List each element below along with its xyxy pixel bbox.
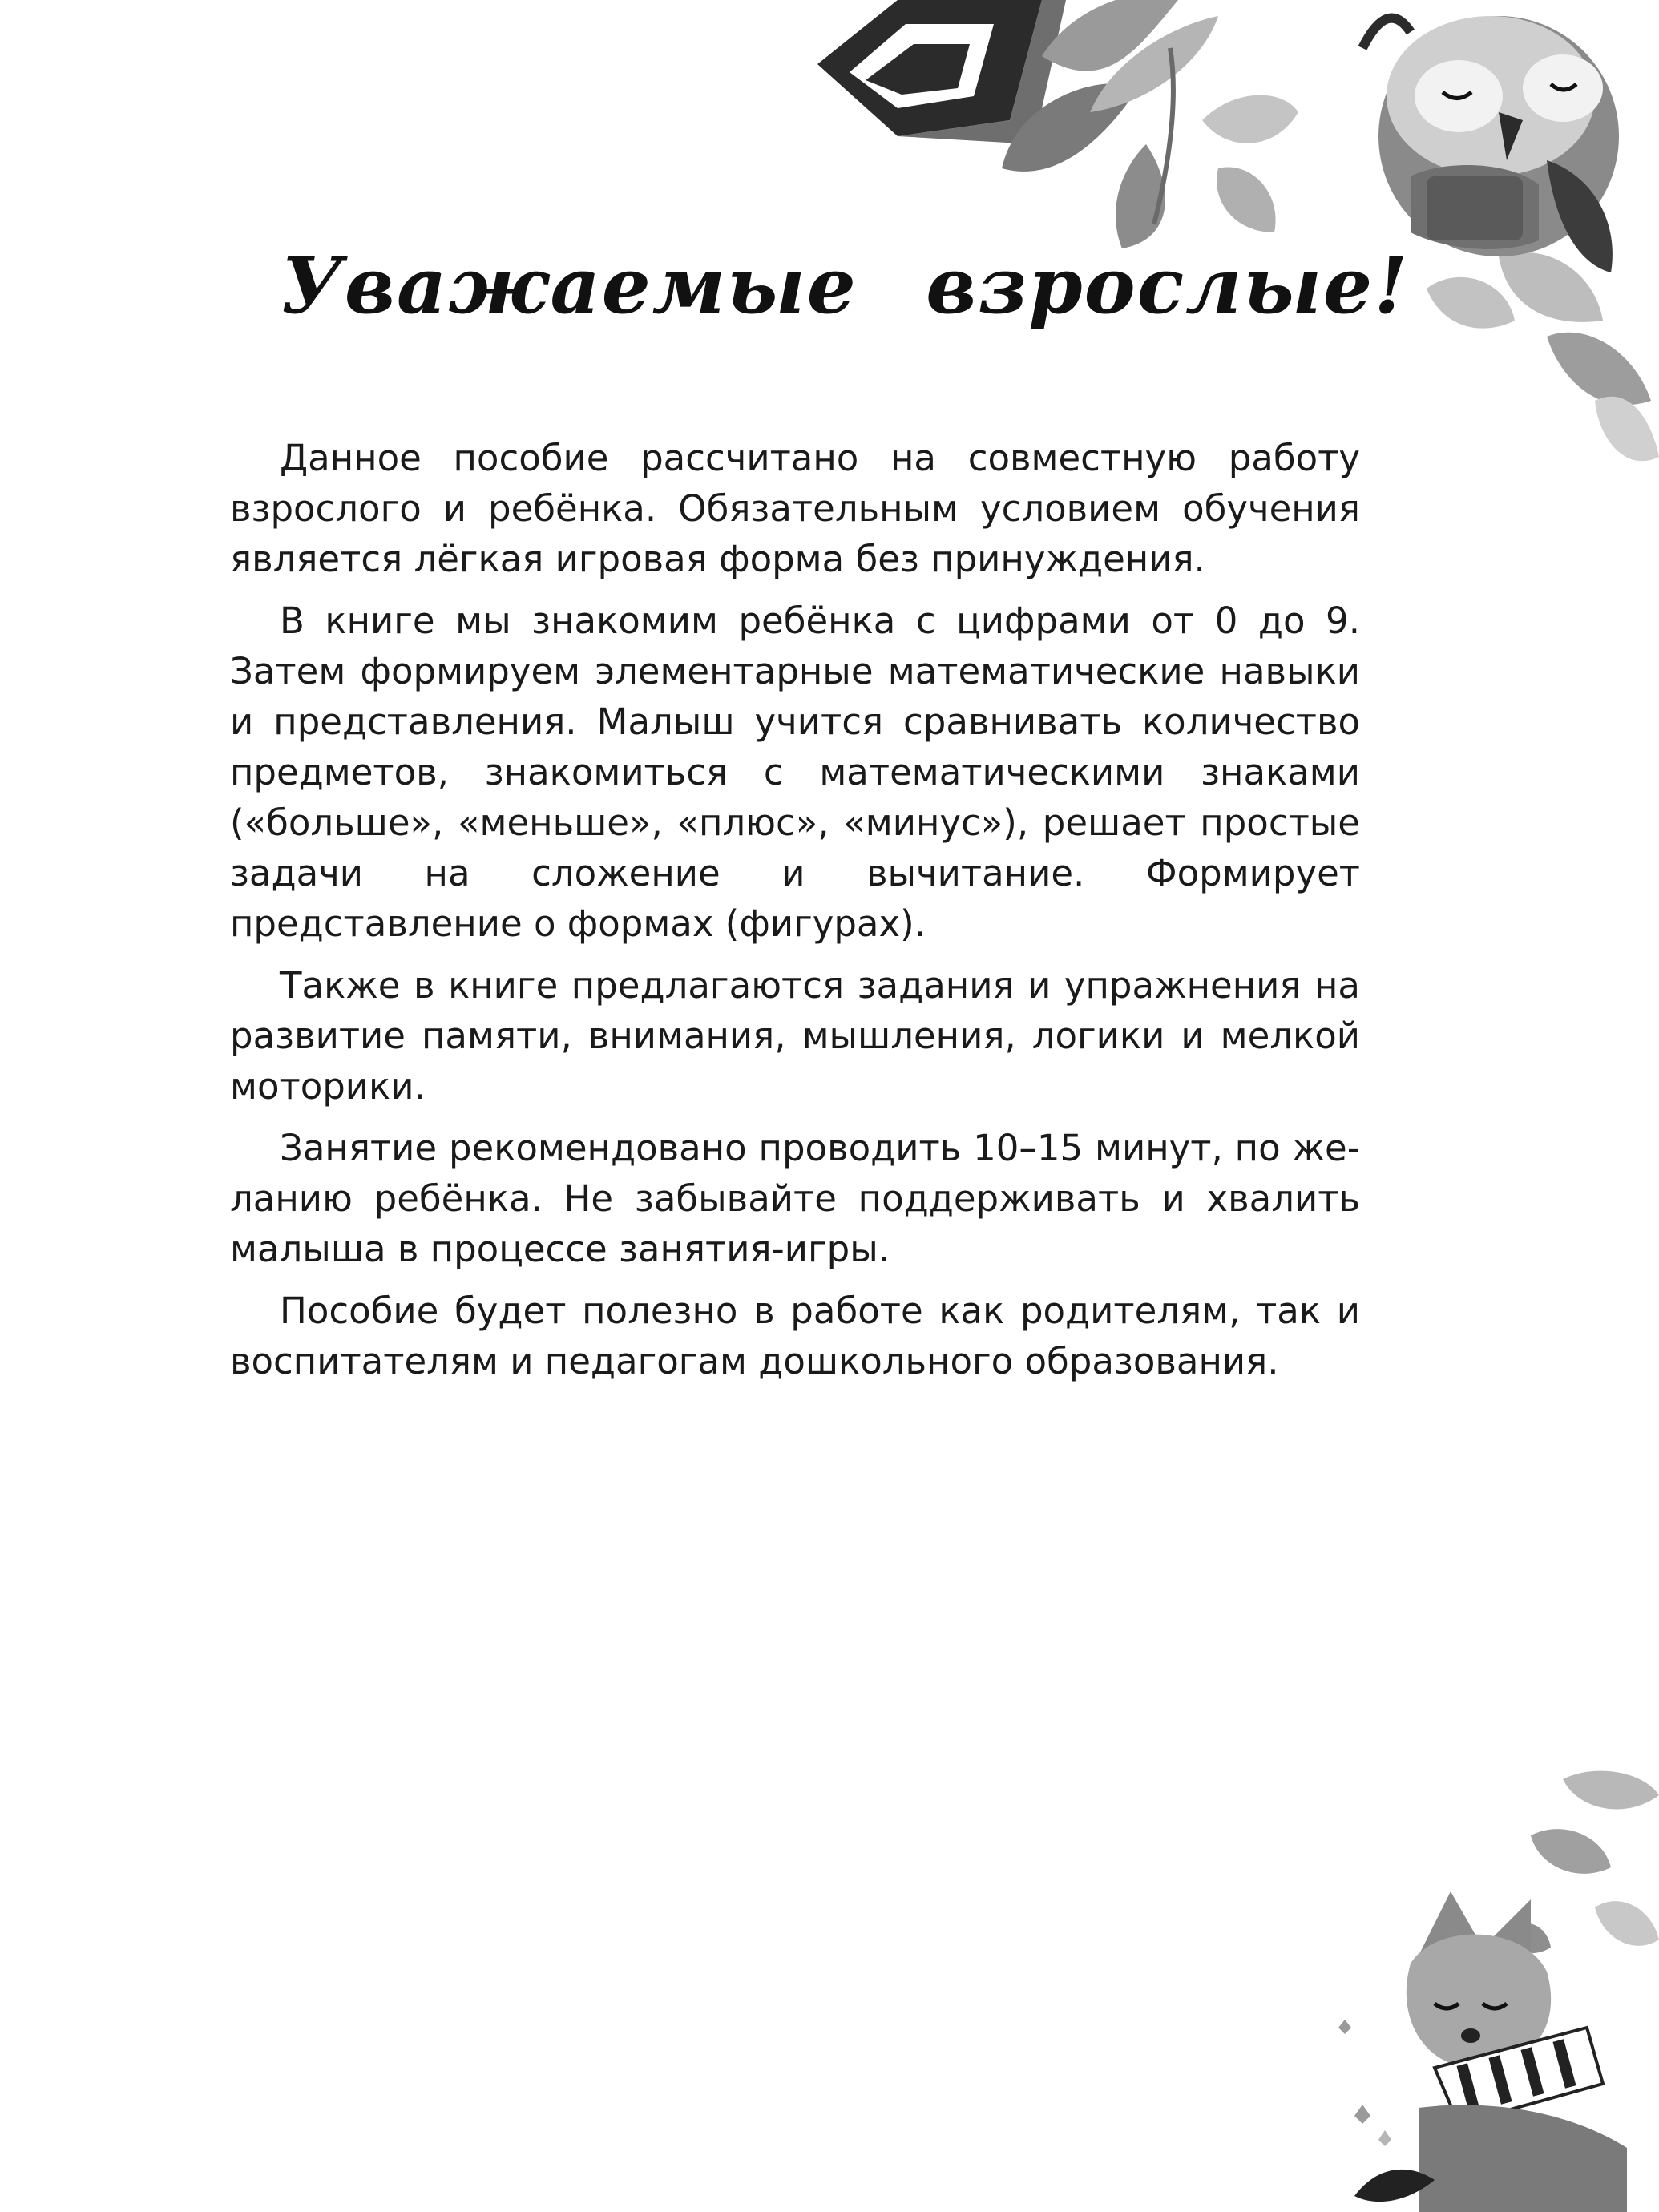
paragraph-2: В книге мы знакомим ребёнка с цифрами от 0 до 9. Затем формируем элементарные математические навыки и представления. Малыш учится сравнивать количество предметов, знакомиться с математическими знаками («больше», «меньше», «плюс», «минус»), решает простые задачи на сложение и вычитание. Формирует представление о формах (фигурах).: [230, 599, 1360, 945]
page-title: Уважаемые взрослые!: [281, 240, 1410, 331]
paragraph-5: Пособие будет полезно в работе как родителям, так и воспитателям и педагогам дошкольного образования.: [230, 1290, 1360, 1382]
paragraph-1: Данное пособие рассчитано на совместную работу взрослого и ребёнка. Обязательным условием обучения является лёгкая игровая форма без принуждения.: [230, 437, 1360, 580]
fox-icon: [1354, 1891, 1627, 2212]
fox-with-striped-scarf-illustration: [1322, 1763, 1659, 2212]
paragraph-4: Занятие рекомендовано проводить 10–15 минут, по желанию ребёнка. Не забывайте поддерживать и хвалить малыша в процессе занятия-игры.: [230, 1127, 1360, 1270]
owl-icon: [1362, 16, 1619, 272]
paragraph-3: Также в книге предлагаются задания и упражнения на развитие памяти, внимания, мышления, логики и мелкой моторики.: [230, 964, 1360, 1108]
body-text: [230, 433, 1360, 1398]
